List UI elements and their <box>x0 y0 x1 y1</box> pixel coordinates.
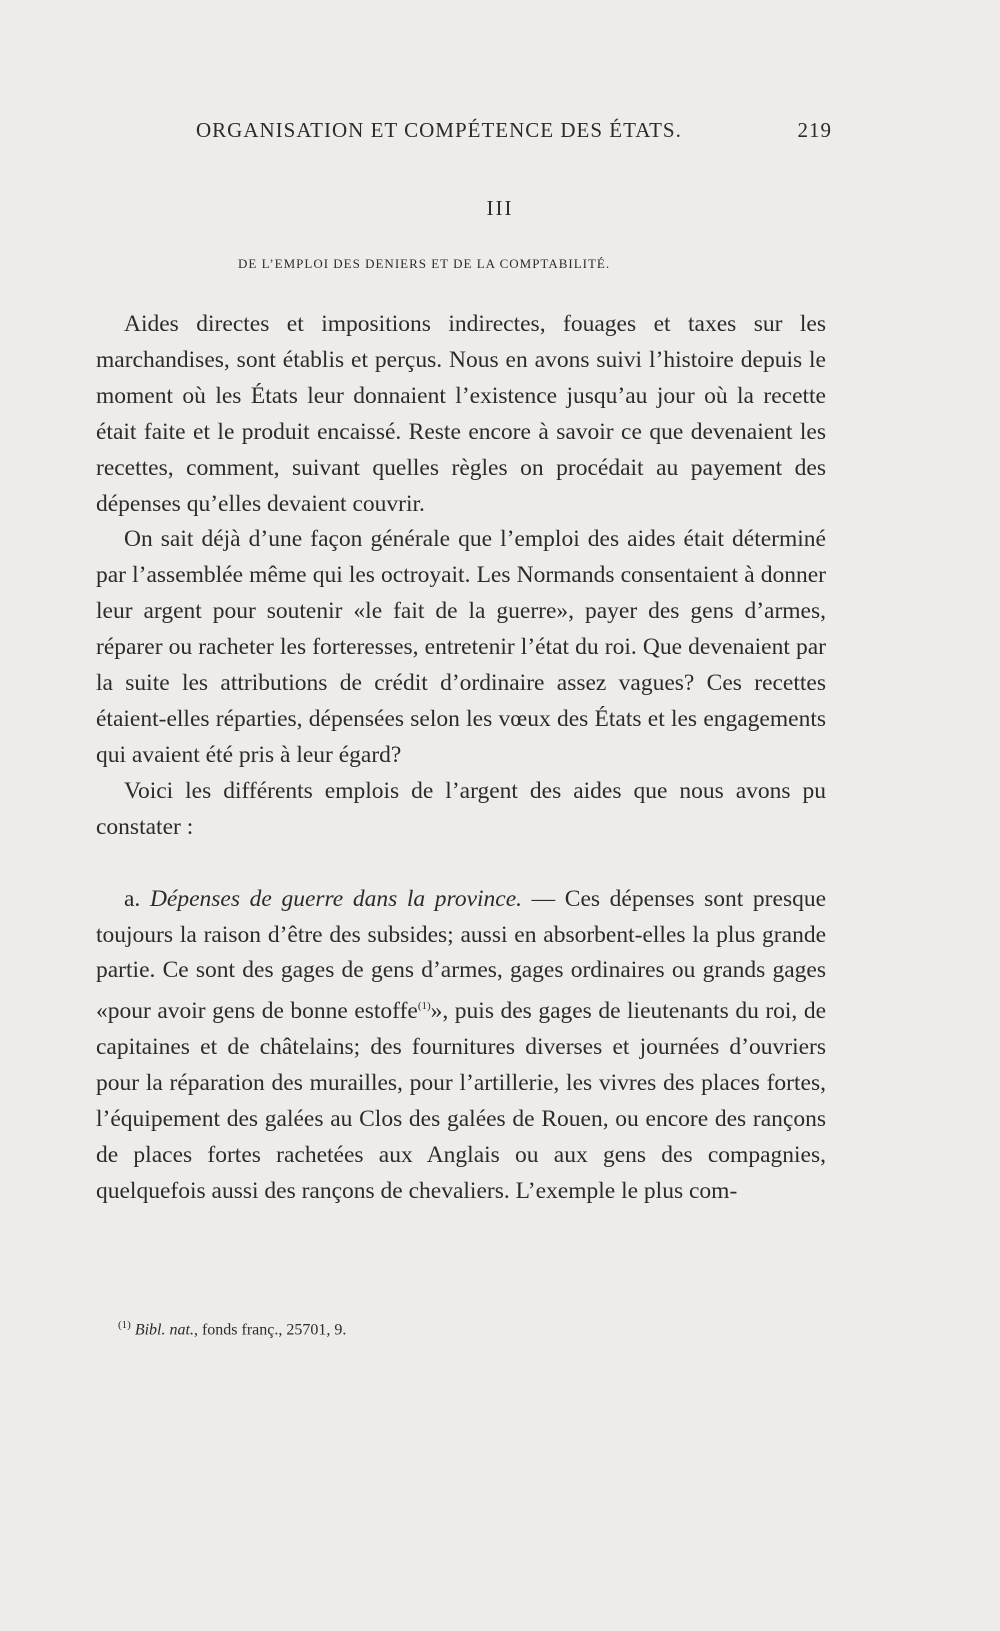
paragraph-4-text-b: », puis des gages de lieutenants du roi, de capitaines et de châtelains; des fournitures diverses et journées d’ouvriers pour la réparation des murailles, pour l’artillerie, les vivres des places fortes, l’équipement des galées au Clos des galées de Rouen, ou encore des rançons de places fortes rachetées aux Anglais ou aux gens des compagnies, quelquefois aussi des rançons de chevaliers. L’exemple le plus com- <box>96 998 826 1204</box>
section-number: III <box>486 196 514 220</box>
paragraph-4-heading: Dépenses de guerre dans la province. <box>149 885 523 912</box>
footnote-reference: (1) <box>417 1000 431 1013</box>
paragraph-3: Voici les différents emplois de l’argent des aides que nous avons pu constater : <box>96 777 826 840</box>
footnote-mark: (1) <box>118 1319 131 1331</box>
body-text <box>96 307 826 1210</box>
footnote-source: Bibl. nat. <box>134 1321 194 1339</box>
footnote <box>118 1319 346 1339</box>
footnote-text: , fonds franç., 25701, 9. <box>193 1321 347 1339</box>
running-title: ORGANISATION ET COMPÉTENCE DES ÉTATS. <box>196 118 682 142</box>
paragraph-4-text-a: — Ces dépenses sont presque toujours la raison d’être des subsides; aussi en absorbent-elles la plus grande partie. Ce sont des gages de gens d’armes, gages ordinaires ou grands gages «pour avoir gens de bonne estoffe <box>96 885 827 1025</box>
paragraph-4-label: a. <box>124 885 141 912</box>
section-heading: DE L’EMPLOI DES DENIERS ET DE LA COMPTABILITÉ. <box>238 256 611 271</box>
paragraph-1: Aides directes et impositions indirectes, fouages et taxes sur les marchandises, sont établis et perçus. Nous en avons suivi l’histoire depuis le moment où les États leur donnaient l’existence jusqu’au jour où la recette était faite et le produit encaissé. Reste encore à savoir ce que devenaient les recettes, comment, suivant quelles règles on procédait au payement des dépenses qu’elles devaient couvrir. <box>96 311 826 517</box>
paragraph-4 <box>96 882 826 1210</box>
paragraph-2: On sait déjà d’une façon générale que l’emploi des aides était déterminé par l’assemblée même qui les octroyait. Les Normands consentaient à donner leur argent pour soutenir «le fait de la guerre», payer des gens d’armes, réparer ou racheter les forteresses, entretenir l’état du roi. Que devenaient par la suite les attributions de crédit d’ordinaire assez vagues? Ces recettes étaient-elles réparties, dépensées selon les vœux des États et les engagements qui avaient été pris à leur égard? <box>96 526 826 768</box>
page-number: 219 <box>797 118 832 142</box>
